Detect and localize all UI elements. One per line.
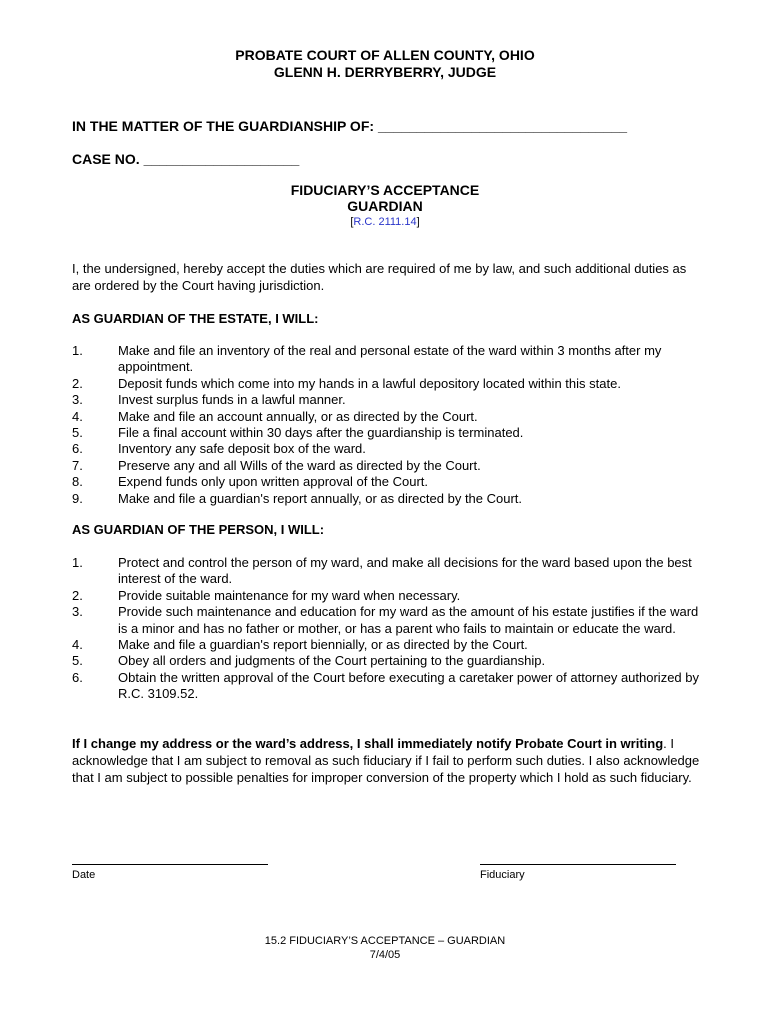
address-change-notice: [72, 735, 700, 786]
list-item: 4. Make and file a guardian's report biennially, or as directed by the Court.: [72, 637, 528, 653]
matter-label: IN THE MATTER OF THE GUARDIANSHIP OF:: [72, 118, 375, 134]
fiduciary-label: Fiduciary: [480, 869, 525, 881]
estate-duties-list: [72, 343, 700, 507]
statute-close-bracket: ]: [416, 216, 420, 228]
footer-date: 7/4/05: [369, 949, 401, 961]
list-item: 2. Provide suitable maintenance for my ward when necessary.: [72, 587, 461, 603]
statute-reference: [0, 216, 770, 228]
date-label: Date: [72, 869, 96, 881]
list-item: 4. Make and file an account annually, or as directed by the Court.: [72, 408, 478, 424]
list-item: 6. Obtain the written approval of the Court before executing a caretaker power of attorney authorized by R.C. 3109.52.: [72, 669, 700, 702]
list-item: 5. Obey all orders and judgments of the Court pertaining to the guardianship.: [72, 653, 546, 669]
matter-blank[interactable]: ________________________________: [377, 118, 628, 134]
list-item: 9. Make and file a guardian's report annually, or as directed by the Court.: [72, 490, 523, 506]
statute-link[interactable]: R.C. 2111.14: [353, 216, 417, 228]
form-title-line2: GUARDIAN: [347, 198, 423, 214]
case-blank[interactable]: ____________________: [143, 151, 300, 167]
person-duties-list: [72, 555, 700, 703]
statute-open-bracket: [: [350, 216, 354, 228]
case-label: CASE NO.: [72, 151, 140, 167]
court-name: PROBATE COURT OF ALLEN COUNTY, OHIO: [235, 47, 535, 63]
list-item: 8. Expend funds only upon written approval of the Court.: [72, 474, 429, 490]
form-title: [0, 182, 770, 214]
court-header: [0, 47, 770, 81]
notice-text: . I acknowledge that I am subject to removal as such fiduciary if I fail to perform such duties. I also acknowledge that I am subject to possible penalties for improper conversion of the property which I hold as such fiduciary.: [72, 736, 700, 785]
footer-form-id: 15.2 FIDUCIARY’S ACCEPTANCE – GUARDIAN: [264, 935, 506, 947]
list-item: 3. Provide such maintenance and education for my ward as the amount of his estate justifies if the ward is a minor and has no father or mother, or has a parent who fails to maintain or educate the ward.: [72, 604, 699, 636]
list-item: 7. Preserve any and all Wills of the ward as directed by the Court.: [72, 457, 481, 473]
list-item: 1. Protect and control the person of my ward, and make all decisions for the ward based upon the best interest of the ward.: [72, 555, 692, 587]
fiduciary-signature-line[interactable]: [480, 864, 676, 865]
date-signature-line[interactable]: [72, 864, 268, 865]
list-item: 1. Make and file an inventory of the real and personal estate of the ward within 3 months after my appointment.: [72, 343, 662, 375]
case-number-line: [72, 151, 299, 167]
person-section-heading: AS GUARDIAN OF THE PERSON, I WILL:: [72, 522, 325, 537]
list-item: 6. Inventory any safe deposit box of the ward.: [72, 441, 366, 457]
list-item: 2. Deposit funds which come into my hands in a lawful depository located within this state.: [72, 375, 621, 391]
list-item: 5. File a final account within 30 days after the guardianship is terminated.: [72, 425, 524, 441]
estate-section-heading: AS GUARDIAN OF THE ESTATE, I WILL:: [72, 311, 319, 326]
list-item: 3. Invest surplus funds in a lawful manner.: [72, 392, 346, 408]
guardianship-matter-line: [72, 118, 627, 134]
notice-bold-text: If I change my address or the ward’s address, I shall immediately notify Probate Court in writing: [72, 736, 664, 751]
form-title-line1: FIDUCIARY’S ACCEPTANCE: [290, 182, 480, 198]
form-footer: [0, 934, 770, 962]
judge-name: GLENN H. DERRYBERRY, JUDGE: [273, 64, 497, 80]
intro-paragraph: I, the undersigned, hereby accept the duties which are required of me by law, and such additional duties as are ordered by the Court having jurisdiction.: [72, 261, 687, 293]
